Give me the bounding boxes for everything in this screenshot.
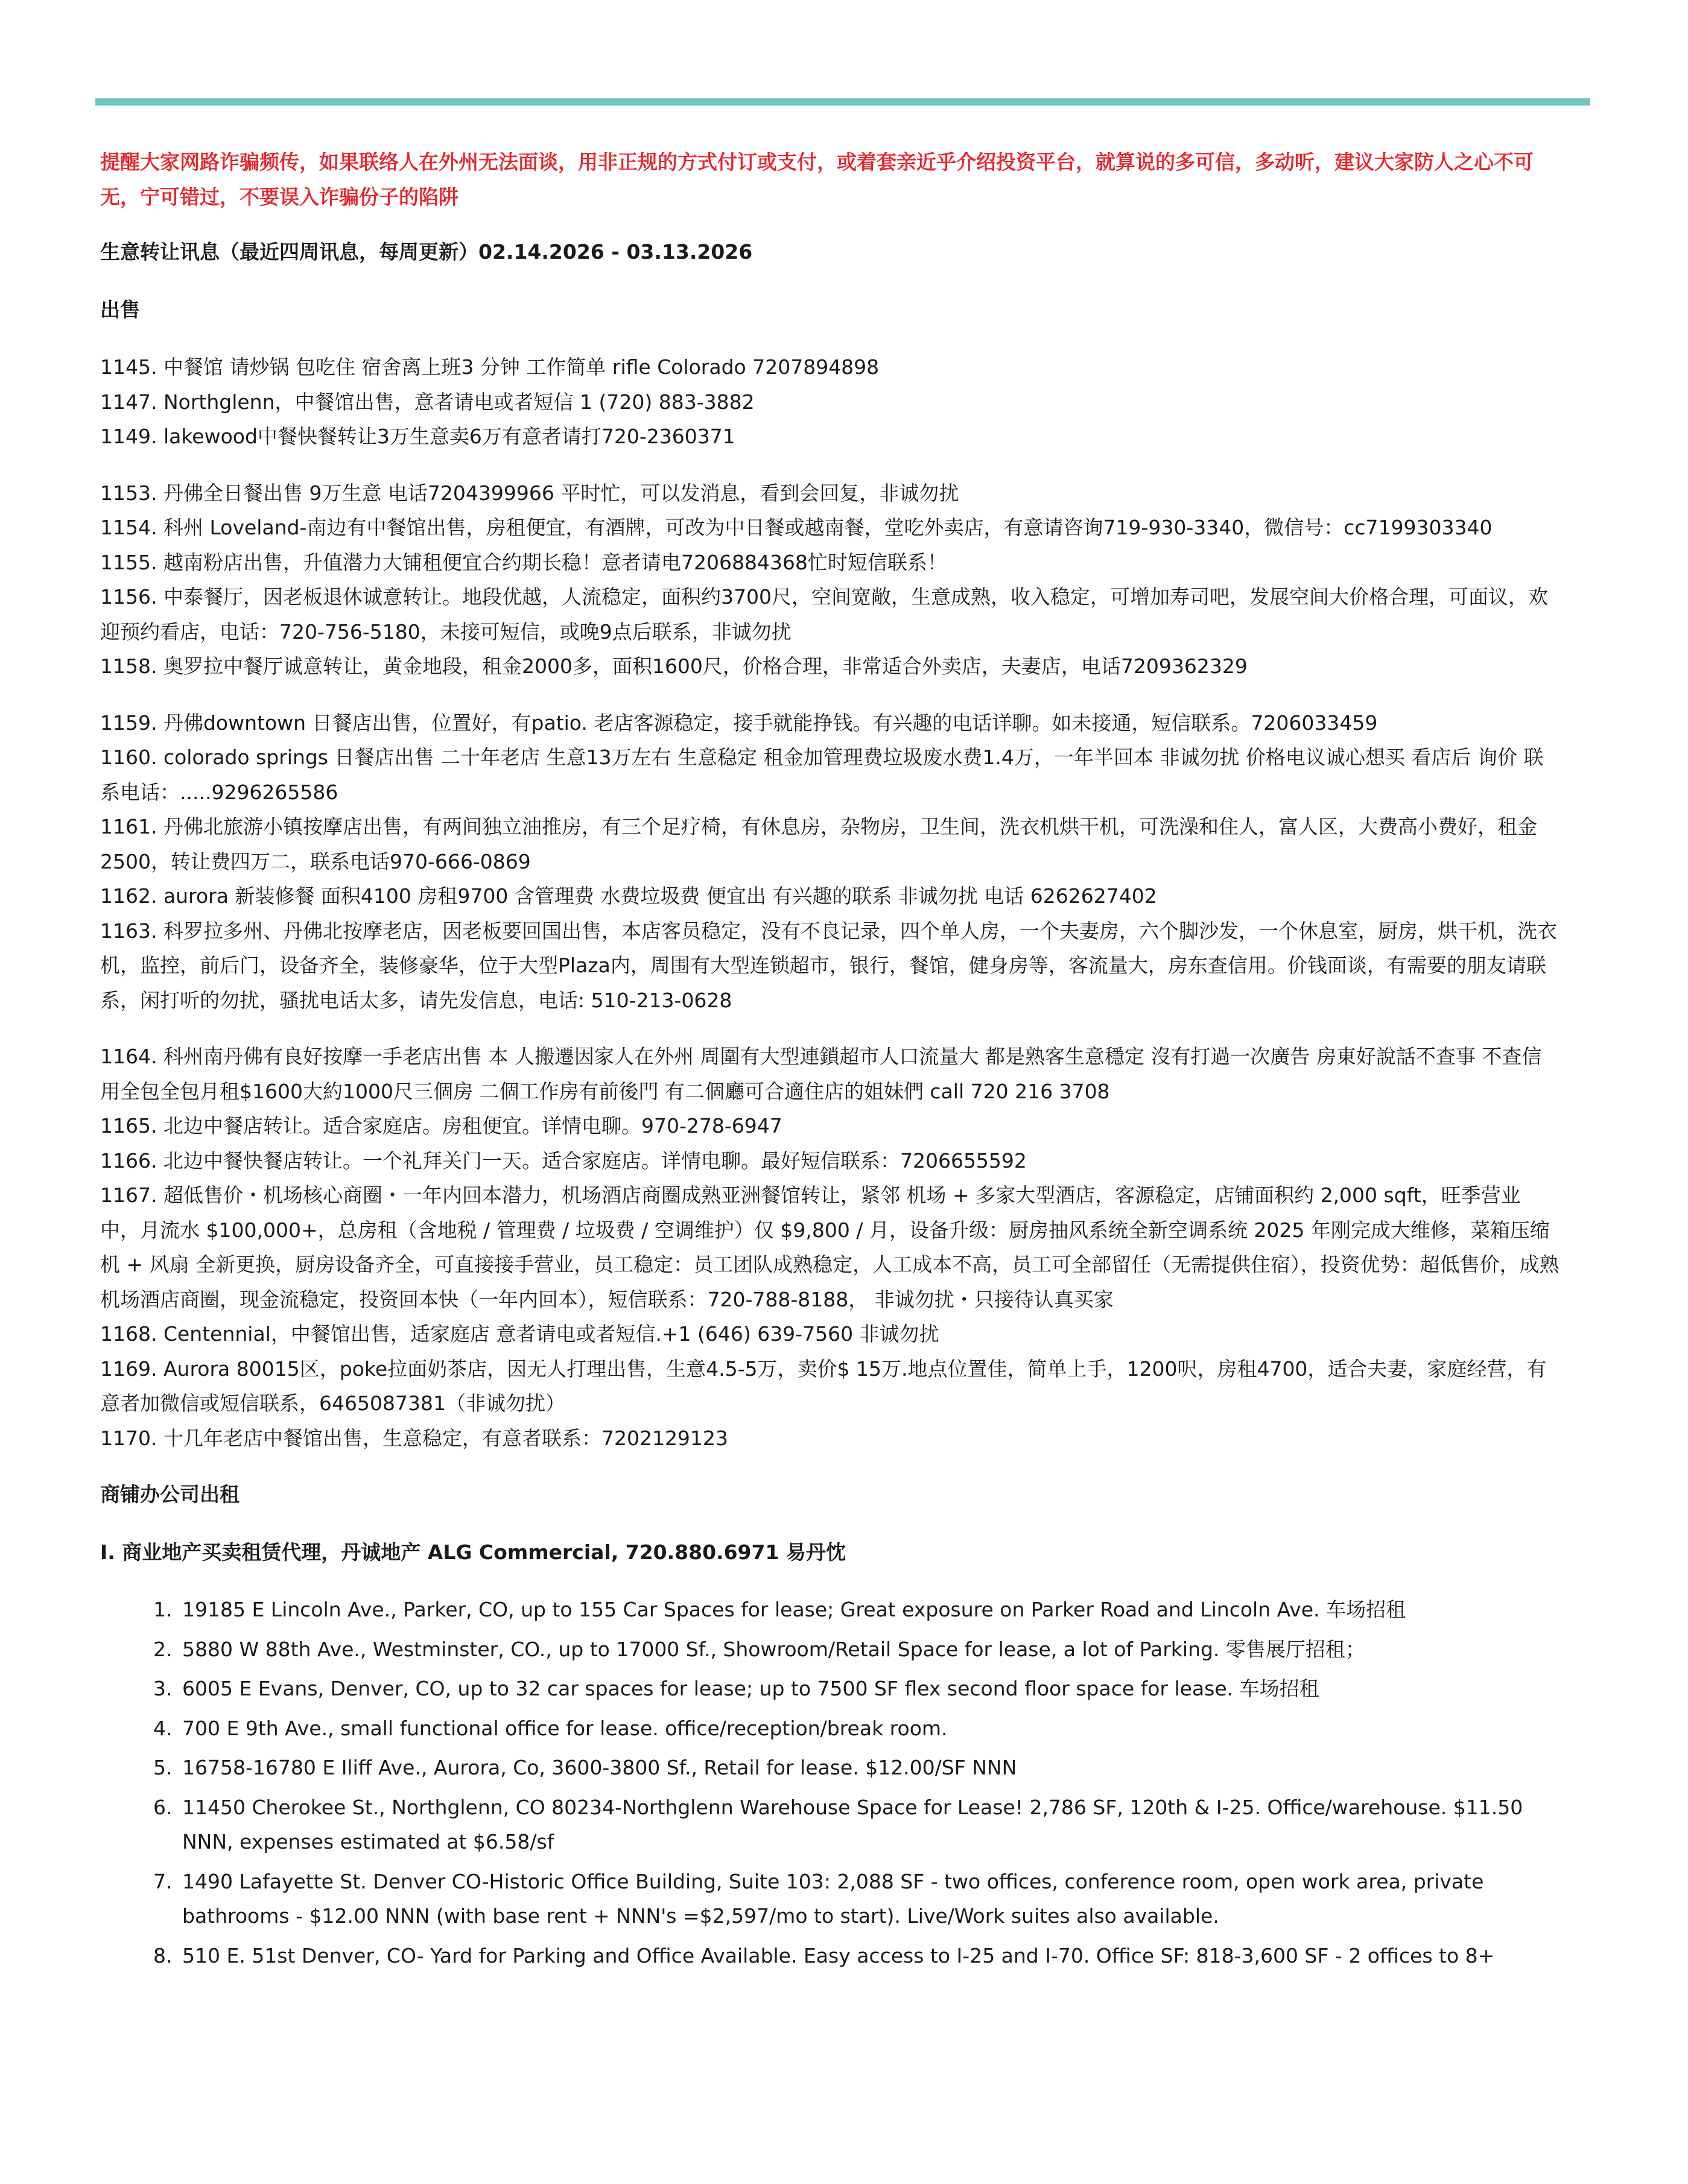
listing-item: 1163. 科罗拉多州、丹佛北按摩老店，因老板要回国出售，本店客员稳定，没有不良记录，四个单人房，一个夫妻房，六个脚沙发，一个休息室，厨房，烘干机，洗衣机，监控，前后门，设备齐全，装修豪华，位于大型Plaza内，周围有大型连锁超市，银行，餐馆，健身房等，客流量大，房东查信用。价钱面谈，有需要的朋友请联系，闲打听的勿扰，骚扰电话太多，请先发信息，电话: 510-213-0628 (100, 919, 1557, 1012)
listing-item: 1156. 中泰餐厅，因老板退休诚意转让。地段优越，人流稳定，面积约3700尺，空间宽敞，生意成熟，收入稳定，可增加寿司吧，发展空间大价格合理，可面议，欢迎预约看店，电话：720-756-5180，未接可短信，或晚9点后联系，非诚勿扰 (100, 585, 1548, 644)
rent-item: 8. 510 E. 51st Denver, CO- Yard for Parking and Office Available. Easy access to I-25 and I-70. Office SF: 818-3,600 SF - 2 offices to 8+ (179, 1939, 1560, 1974)
rent-item: 6. 11450 Cherokee St., Northglenn, CO 80234-Northglenn Warehouse Space for Lease! 2,786 SF, 120th & I-25. Office/warehouse. $11.50 NNN, expenses estimated at $6.58/sf (179, 1790, 1560, 1860)
sale-listings (100, 350, 1560, 1455)
listing-item: 1145. 中餐馆 请炒锅 包吃住 宿舍离上班3 分钟 工作简单 rifle Colorado 7207894898 (100, 355, 880, 379)
scam-warning: 提醒大家网路诈骗频传，如果联络人在外州无法面谈，用非正规的方式付订或支付，或着套亲近乎介绍投资平台，就算说的多可信，多动听，建议大家防人之心不可无，宁可错过，不要误入诈骗份子的陷阱 (100, 150, 1534, 209)
rent-item: 2. 5880 W 88th Ave., Westminster, CO., up to 17000 Sf., Showroom/Retail Space for lease, a lot of Parking. 零售展厅招租； (179, 1632, 1560, 1667)
listing-item: 1147. Northglenn，中餐馆出售，意者请电或者短信 1 (720) 883-3882 (100, 390, 755, 414)
sale-heading: 出售 (100, 297, 140, 321)
listing-item: 1170. 十几年老店中餐馆出售，生意稳定，有意者联系：7202129123 (100, 1426, 728, 1450)
listing-item: 1169. Aurora 80015区，poke拉面奶茶店，因无人打理出售，生意4.5-5万，卖价$ 15万.地点位置佳，简单上手，1200呎，房租4700，适合夫妻，家庭经营，有意者加微信或短信联系，6465087381（非诚勿扰） (100, 1356, 1547, 1415)
rent-heading: 商铺办公司出租 (100, 1483, 240, 1506)
agent-heading: I. 商业地产买卖租赁代理，丹诚地产 ALG Commercial, 720.880.6971 易丹忱 (100, 1540, 846, 1564)
listing-item: 1154. 科州 Loveland-南边有中餐馆出售，房租便宜，有酒牌，可改为中日餐或越南餐，堂吃外卖店，有意请咨询719-930-3340，微信号：cc7199303340 (100, 516, 1493, 539)
listing-item: 1165. 北边中餐店转让。适合家庭店。房租便宜。详情电聊。970-278-6947 (100, 1114, 782, 1138)
rent-item: 1. 19185 E Lincoln Ave., Parker, CO, up to 155 Car Spaces for lease; Great exposure on Parker Road and Lincoln Ave. 车场招租 (179, 1592, 1560, 1627)
listing-item: 1161. 丹佛北旅游小镇按摩店出售，有两间独立油推房，有三个足疗椅，有休息房，杂物房，卫生间，洗衣机烘干机，可洗澡和住人，富人区，大费高小费好，租金2500，转让费四万二，联系电话970-666-0869 (100, 815, 1537, 873)
rent-item: 3. 6005 E Evans, Denver, CO, up to 32 car spaces for lease; up to 7500 SF flex second floor space for lease. 车场招租 (179, 1671, 1560, 1706)
listing-item: 1159. 丹佛downtown 日餐店出售，位置好，有patio. 老店客源稳定，接手就能挣钱。有兴趣的电话详聊。如未接通，短信联系。7206033459 (100, 711, 1378, 735)
rent-item: 7. 1490 Lafayette St. Denver CO-Historic Office Building, Suite 103: 2,088 SF - two offices, conference room, open work area, private bathrooms - $12.00 NNN (with base rent + NNN's =$2,597/mo to start). Live/Work suites also available. (179, 1864, 1560, 1934)
rent-item: 4. 700 E 9th Ave., small functional office for lease. office/reception/break room. (179, 1711, 1560, 1746)
sale-group (100, 350, 1560, 454)
listing-item: 1166. 北边中餐快餐店转让。一个礼拜关门一天。适合家庭店。详情电聊。最好短信联系：7206655592 (100, 1148, 1027, 1173)
rent-listings (100, 1592, 1560, 1973)
listing-item: 1168. Centennial，中餐馆出售，适家庭店 意者请电或者短信.+1 (646) 639-7560 非诚勿扰 (100, 1322, 939, 1346)
listing-item: 1167. 超低售价・机场核心商圈・一年内回本潜力，机场酒店商圈成熟亚洲餐馆转让，紧邻 机场 + 多家大型酒店，客源稳定，店铺面积约 2,000 sqft，旺季营业中，月流水 $100,000+，总房租（含地税 / 管理费 / 垃圾费 / 空调维护）仅 $9,800 / 月，设备升级：厨房抽风系统全新空调系统 2025 年刚完成大维修，菜箱压缩机 + 风扇 全新更换，厨房设备齐全，可直接接手营业，员工稳定：员工团队成熟稳定，人工成本不高，员工可全部留任（无需提供住宿），投资优势：超低售价，成熟机场酒店商圈，现金流稳定，投资回本快（一年内回本），短信联系：720-788-8188， 非诚勿扰・只接待认真买家 (100, 1183, 1559, 1311)
listing-item: 1155. 越南粉店出售，升值潜力大铺租便宜合约期长稳！意者请电7206884368忙时短信联系！ (100, 550, 947, 574)
sale-group (100, 706, 1560, 1018)
listing-item: 1164. 科州南丹佛有良好按摩一手老店出售 本 人搬遷因家人在外州 周圍有大型連鎖超市人口流量大 都是熟客生意穩定 沒有打過一次廣告 房東好說話不查事 不查信用全包全包月租$1600大約1000尺三個房 二個工作房有前後門 有二個廳可合適住店的姐妹們 call 720 216 3708 (100, 1045, 1542, 1103)
listing-item: 1149. lakewood中餐快餐转让3万生意卖6万有意者请打720-2360371 (100, 425, 735, 448)
listing-item: 1158. 奥罗拉中餐厅诚意转让，黄金地段，租金2000多，面积1600尺，价格合理，非常适合外卖店，夫妻店，电话7209362329 (100, 654, 1248, 678)
sale-group (100, 476, 1560, 684)
listing-item: 1153. 丹佛全日餐出售 9万生意 电话7204399966 平时忙，可以发消息，看到会回复，非诚勿扰 (100, 481, 959, 505)
sale-group (100, 1039, 1560, 1455)
listing-item: 1160. colorado springs 日餐店出售 二十年老店 生意13万左右 生意稳定 租金加管理费垃圾废水费1.4万，一年半回本 非诚勿扰 价格电议诚心想买 看店后 询价 联系电话：.....9296265586 (100, 745, 1544, 804)
rent-item: 5. 16758-16780 E Iliff Ave., Aurora, Co, 3600-3800 Sf., Retail for lease. $12.00/SF NNN (179, 1750, 1560, 1785)
listing-item: 1162. aurora 新装修餐 面积4100 房租9700 含管理费 水费垃圾费 便宜出 有兴趣的联系 非诚勿扰 电话 6262627402 (100, 884, 1157, 908)
top-divider (95, 98, 1590, 106)
page-title: 生意转让讯息（最近四周讯息，每周更新）02.14.2026 - 03.13.2026 (100, 240, 753, 264)
page-content (100, 145, 1560, 1978)
